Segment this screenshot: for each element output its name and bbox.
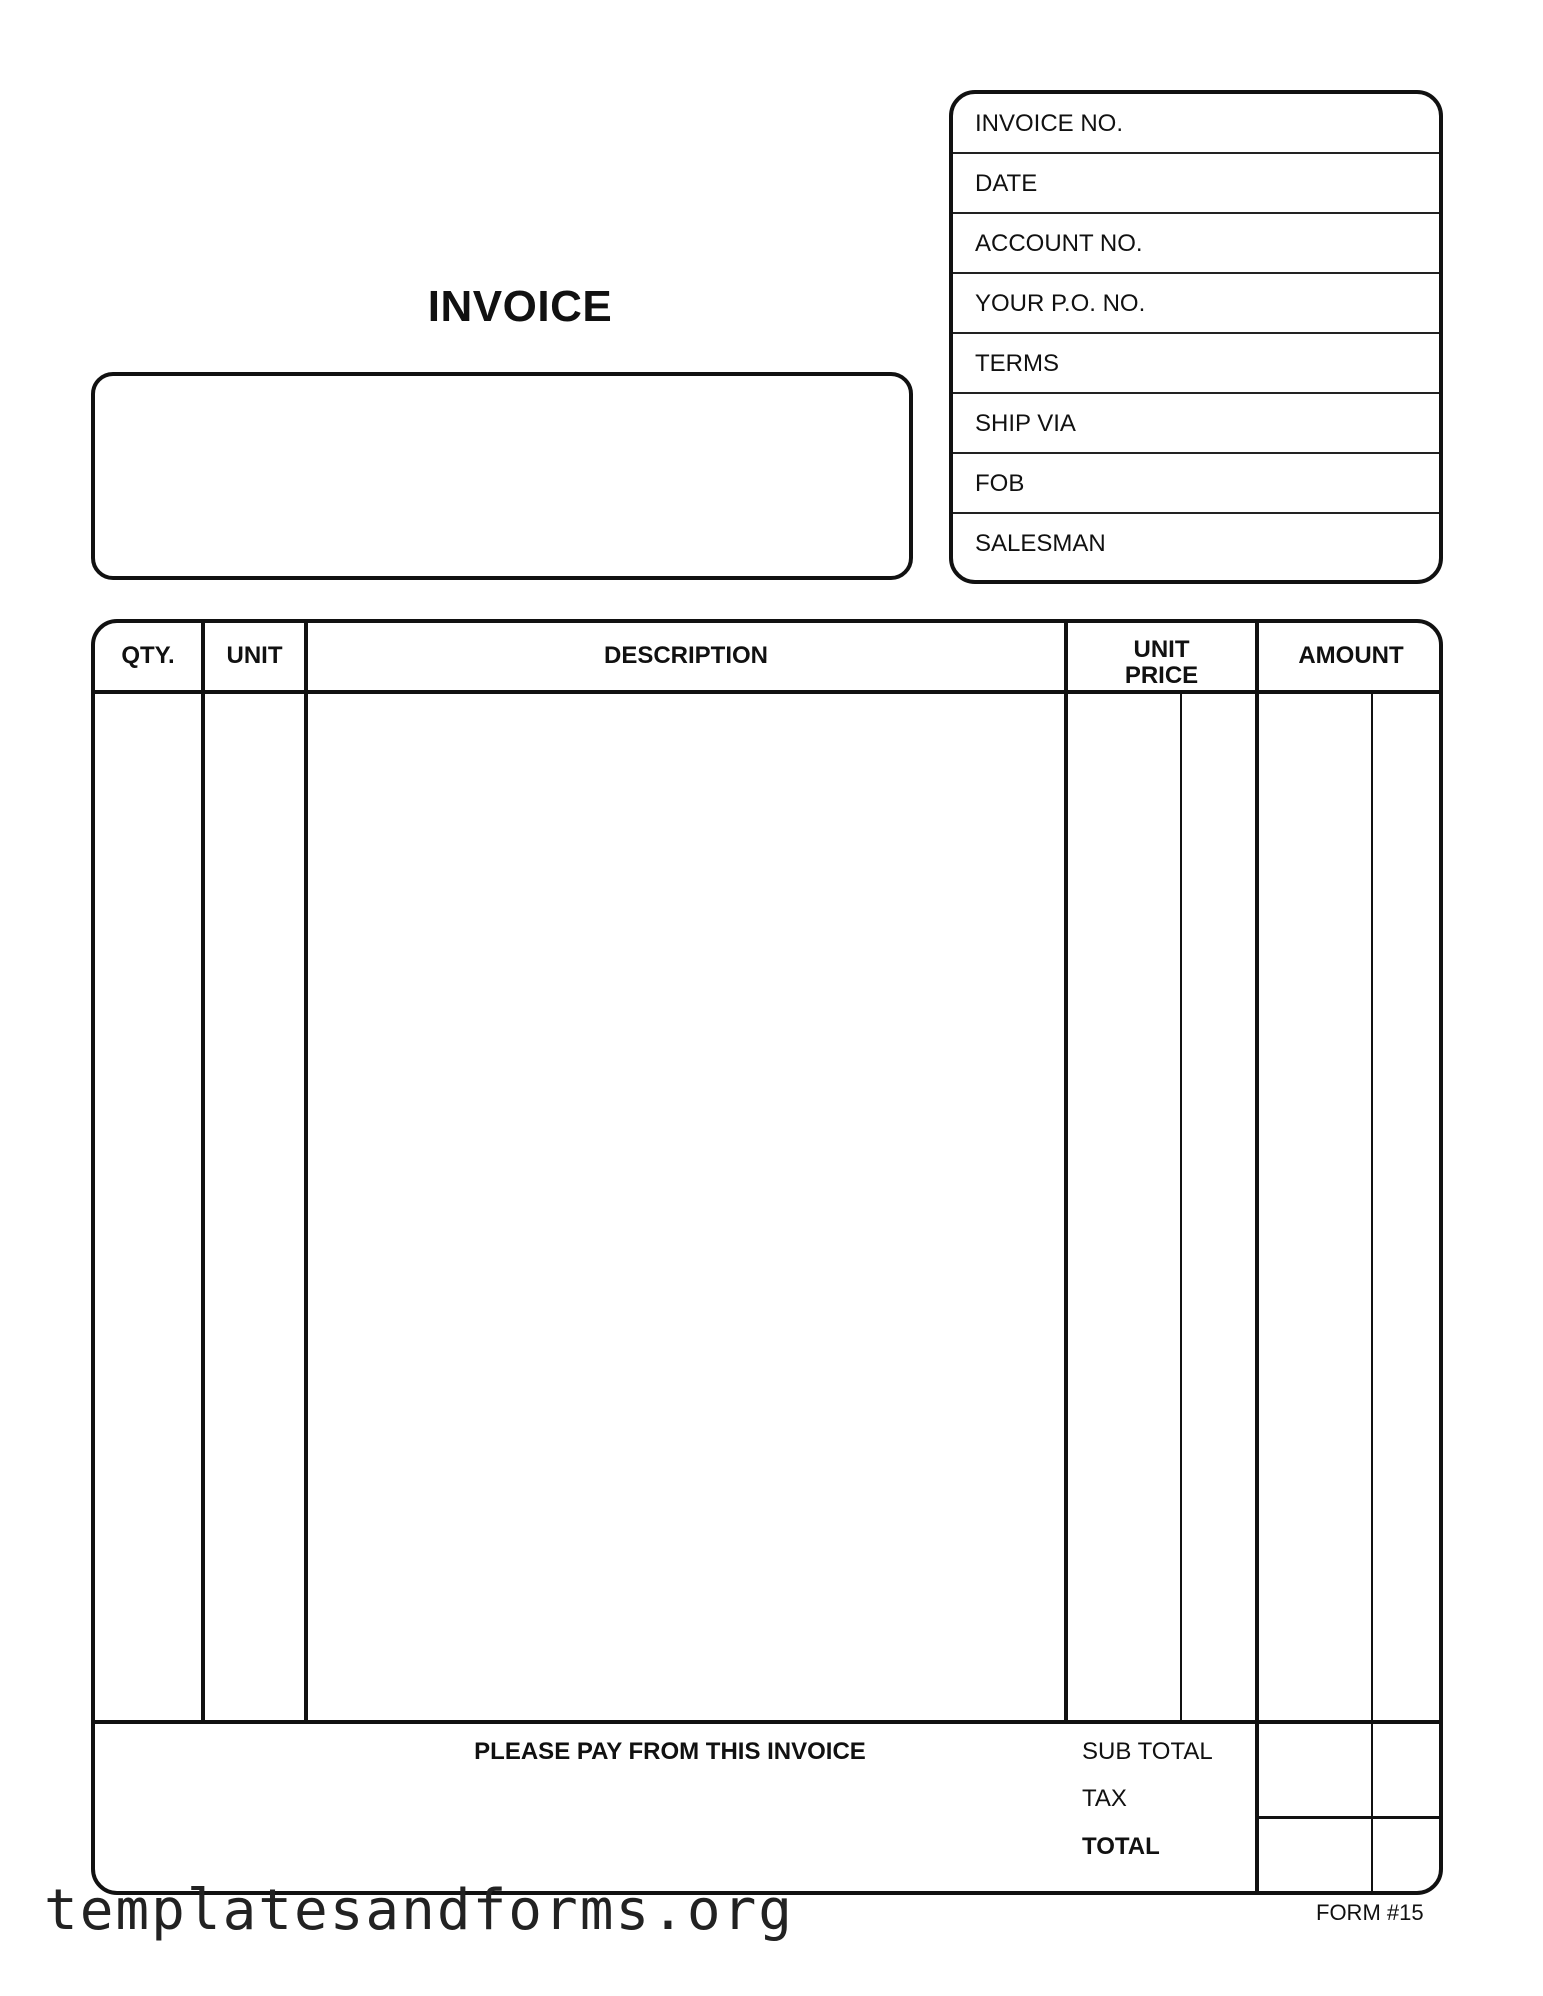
invoice-info-box [949,90,1443,584]
unit-price-header-line2: PRICE [1124,662,1199,689]
ship-via-label: SHIP VIA [975,410,1076,437]
salesman-field[interactable] [953,514,1439,574]
invoice-no-label: INVOICE NO. [975,110,1124,137]
salesman-label: SALESMAN [975,530,1106,557]
account-no-label: ACCOUNT NO. [975,230,1143,257]
terms-label: TERMS [975,350,1059,377]
unit-header: UNIT [226,642,283,669]
po-no-label: YOUR P.O. NO. [975,290,1146,317]
description-header: DESCRIPTION [603,642,768,669]
pay-notice: PLEASE PAY FROM THIS INVOICE [474,1738,866,1765]
document-title: INVOICE [427,282,613,331]
ship-via-field[interactable] [953,394,1439,454]
po-no-field[interactable] [953,274,1439,334]
amount-cents-divider [1371,690,1373,1895]
terms-field[interactable] [953,334,1439,394]
date-label: DATE [975,170,1038,197]
address-box[interactable] [91,372,913,580]
account-no-field[interactable] [953,214,1439,274]
unit-price-cents-divider [1180,690,1182,1722]
date-field[interactable] [953,154,1439,214]
amount-header: AMOUNT [1298,642,1404,669]
tax-total-separator [1255,1816,1439,1819]
footer-separator [95,1720,1439,1724]
description-price-divider [1064,623,1068,1722]
watermark-text: templatesandforms.org [44,1878,795,1943]
qty-unit-divider [201,623,205,1722]
header-separator [95,690,1439,694]
sub-total-label: SUB TOTAL [1082,1738,1213,1765]
total-label: TOTAL [1082,1833,1160,1860]
unit-description-divider [304,623,308,1722]
tax-label: TAX [1082,1785,1127,1812]
unit-price-header-line1: UNIT [1133,636,1190,663]
price-amount-divider [1255,623,1259,1895]
fob-label: FOB [975,470,1025,497]
invoice-no-field[interactable] [953,94,1439,154]
qty-header: QTY. [121,642,175,669]
form-number: FORM #15 [1316,1900,1424,1925]
unit-price-header [1068,637,1255,689]
fob-field[interactable] [953,454,1439,514]
line-items-table [91,619,1443,1895]
